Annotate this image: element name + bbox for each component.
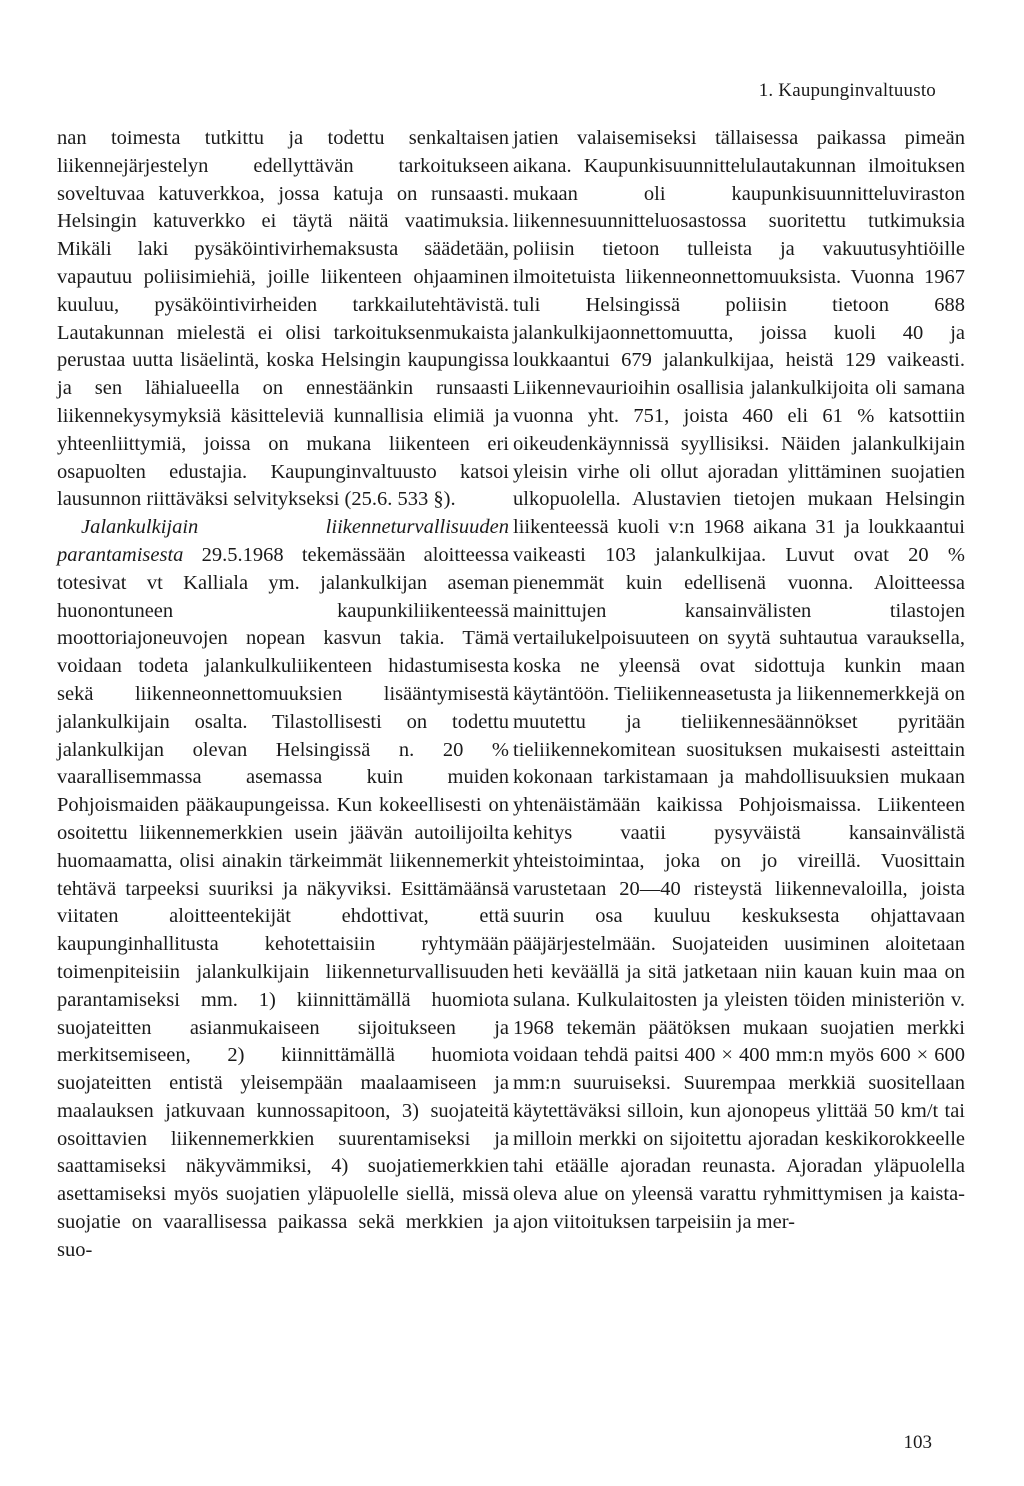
running-head: 1. Kaupunginvaltuusto: [758, 80, 936, 101]
left-column: [57, 125, 509, 1265]
paragraph-pedestrian-safety: [57, 514, 509, 1265]
paragraph-heading: Jalankulkijain liikenneturvallisuuden parantamisesta: [57, 516, 509, 566]
paragraph-continuation: nan toimesta tutkittu ja todettu senkaltaisen liikennejärjestelyn edellyttävän tarkoitukseen soveltuvaa katuverkkoa, jossa katuja on runsaasti. Helsingin katuverkko ei täytä näitä vaatimuksia. Mikäli laki pysäköintivirhemaksusta säädetään, vapautuu poliisimiehiä, joille liikenteen ohjaaminen kuuluu, pysäköintivirheiden tarkkailutehtävistä. Lautakunnan mielestä ei olisi tarkoituksenmukaista perustaa uutta lisäelintä, koska Helsingin kaupungissa ja sen lähialueella on ennestäänkin runsaasti liikennekysymyksiä käsitteleviä kunnallisia elimiä ja yhteenliittymiä, joissa on mukana liikenteen eri osapuolten edustajia. Kaupunginvaltuusto katsoi lausunnon riittäväksi selvitykseksi (25.6. 533 §).: [57, 127, 509, 511]
paragraph-body: 29.5.1968 tekemässään aloitteessa totesivat vt Kalliala ym. jalankulkijan aseman huonontuneen kaupunkiliikenteessä moottoriajoneuvojen nopean kasvun takia. Tämä voidaan todeta jalankulkuliikenteen hidastumisesta sekä liikenneonnettomuuksien lisääntymisestä jalankulkijain osalta. Tilastollisesti on todettu jalankulkijan olevan Helsingissä n. 20 % vaarallisemmassa asemassa kuin muiden Pohjoismaiden pääkaupungeissa. Kun kokeellisesti on osoitettu liikennemerkkien usein jäävän autoilijoilta huomaamatta, olisi ainakin tärkeimmät liikennemerkit tehtävä tarpeeksi suuriksi ja näkyviksi. Esittämäänsä viitaten aloitteentekijät ehdottivat, että kaupunginhallitusta kehotettaisiin ryhtymään toimenpiteisiin jalankulkijain liikenneturvallisuuden parantamiseksi mm. 1) kiinnittämällä huomiota suojateitten asianmukaiseen sijoitukseen ja merkitsemiseen, 2) kiinnittämällä huomiota suojateitten entistä yleisempään maalaamiseen ja maalauksen jatkuvaan kunnossapitoon, 3) suojateitä osoittavien liikennemerkkien suurentamiseksi ja saattamiseksi näkyvämmiksi, 4) suojatiemerkkien asettamiseksi myös suojatien yläpuolelle siellä, missä suojatie on vaarallisessa paikassa sekä merkkien ja suo-: [57, 543, 509, 1261]
page-number: 103: [903, 1432, 932, 1453]
paragraph-continuation-right: jatien valaisemiseksi tällaisessa paikassa pimeän aikana. Kaupunkisuunnittelulautakunnan ilmoituksen mukaan oli kaupunkisuunnitteluviraston liikennesuunnitteluosastossa suoritettu tutkimuksia poliisin tietoon tulleista ja vakuutusyhtiöille ilmoitetuista liikenneonnettomuuksista. Vuonna 1967 tuli Helsingissä poliisin tietoon 688 jalankulkijaonnettomuutta, joissa kuoli 40 ja loukkaantui 679 jalankulkijaa, heistä 129 vaikeasti. Liikennevaurioihin osallisia jalankulkijoita oli samana vuonna yht. 751, joista 460 eli 61 % katsottiin oikeudenkäynnissä syyllisiksi. Näiden jalankulkijain yleisin virhe oli ollut ajoradan ylittäminen suojatien ulkopuolella. Alustavien tietojen mukaan Helsingin liikenteessä kuoli v:n 1968 aikana 31 ja loukkaantui vaikeasti 103 jalankulkijaa. Luvut ovat 20 % pienemmät kuin edellisenä vuonna. Aloitteessa mainittujen kansainvälisten tilastojen vertailukelpoisuuteen on syytä suhtautua varauksella, koska ne yleensä ovat sidottuja kunkin maan käytäntöön. Tieliikenneasetusta ja liikennemerkkejä on muutettu ja tieliikennesäännökset pyritään tieliikennekomitean suosituksen mukaisesti asteittain kokonaan tarkistamaan ja mahdollisuuksien mukaan yhtenäistämään kaikissa Pohjoismaissa. Liikenteen kehitys vaatii pysyväistä kansainvälistä yhteistoimintaa, joka on jo vireillä. Vuosittain varustetaan 20—40 risteystä liikennevaloilla, joista suurin osa kuuluu keskuksesta ohjattavaan pääjärjestelmään. Suojateiden uusiminen aloitetaan heti keväällä ja sitä jatketaan niin kauan kuin maa on sulana. Kulkulaitosten ja yleisten töiden ministeriön v. 1968 tekemän päätöksen mukaan suojatien merkki voidaan tehdä paitsi 400 × 400 mm:n myös 600 × 600 mm:n suuruiseksi. Suurempaa merkkiä suositellaan käytettäväksi silloin, kun ajonopeus ylittää 50 km/t tai milloin merkki on sijoitettu ajoradan keskikorokkeelle tahi etäälle ajoradan reunasta. Ajoradan yläpuolella oleva alue on yleensä varattu ryhmittymisen ja kaista-ajon viitoituksen tarpeisiin ja mer-: [513, 127, 965, 1234]
right-column: [513, 125, 965, 1237]
